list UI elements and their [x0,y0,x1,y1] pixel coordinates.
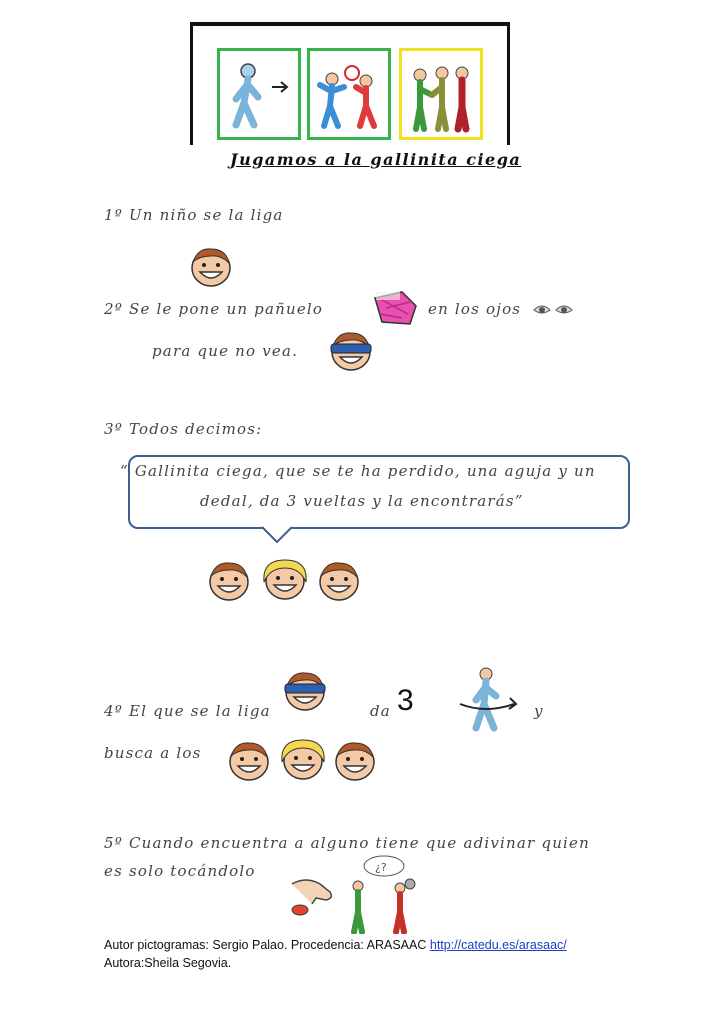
footer-credits [104,938,567,952]
step-2-text-eyes: en los ojos [428,300,522,318]
scarf-icon [372,288,420,330]
walk-pictogram [217,48,301,140]
boy-face-icon [316,560,362,602]
header-image [190,22,510,145]
step-1-text: 1º Un niño se la liga [104,206,284,224]
speech-bubble-tail [262,526,292,544]
blindfolded-boy-icon [282,670,328,712]
boy-face-icon [226,740,272,782]
arasaac-link[interactable]: http://catedu.es/arasaac/ [429,938,567,952]
boy-face-icon [332,740,378,782]
rhyme-line-2: dedal, da 3 vueltas y la encontrarás” [200,492,524,510]
blindfolded-boy-icon [328,330,374,372]
step-3-text: 3º Todos decimos: [104,420,263,438]
step-5-text: 5º Cuando encuentra a alguno tiene que adivinar quien [104,834,590,852]
step-4-text-da: da [370,702,391,720]
step-5-text-continued: es solo tocándolo [104,862,256,880]
step-4-text-y: y [534,702,544,720]
girl-face-icon [278,736,328,782]
eyes-icon [532,300,576,318]
boy-face-icon [188,246,234,288]
number-three: 3 [397,684,414,717]
page-title: Jugamos a la gallinita ciega [230,150,522,169]
boy-face-icon [206,560,252,602]
touch-hand-icon [286,874,338,920]
step-4-text: 4º El que se la liga [104,702,271,720]
credits-text: Autor pictogramas: Sergio Palao. Procedencia: ARASAAC [104,938,430,952]
step-4-text-continued: busca a los [104,744,202,762]
turn-around-icon [452,664,524,732]
rhyme-line-1: “ Gallinita ciega, que se te ha perdido, una aguja y un [120,462,596,480]
greeting-pictogram [399,48,483,140]
ball-pictogram [307,48,391,140]
step-2-text-continued: para que no vea. [152,342,299,360]
svg-text:¿?: ¿? [375,861,387,874]
guessing-children-icon [344,854,420,934]
girl-face-icon [260,556,310,602]
author-credit: Autora:Sheila Segovia. [104,956,232,970]
step-2-text: 2º Se le pone un pañuelo [104,300,324,318]
